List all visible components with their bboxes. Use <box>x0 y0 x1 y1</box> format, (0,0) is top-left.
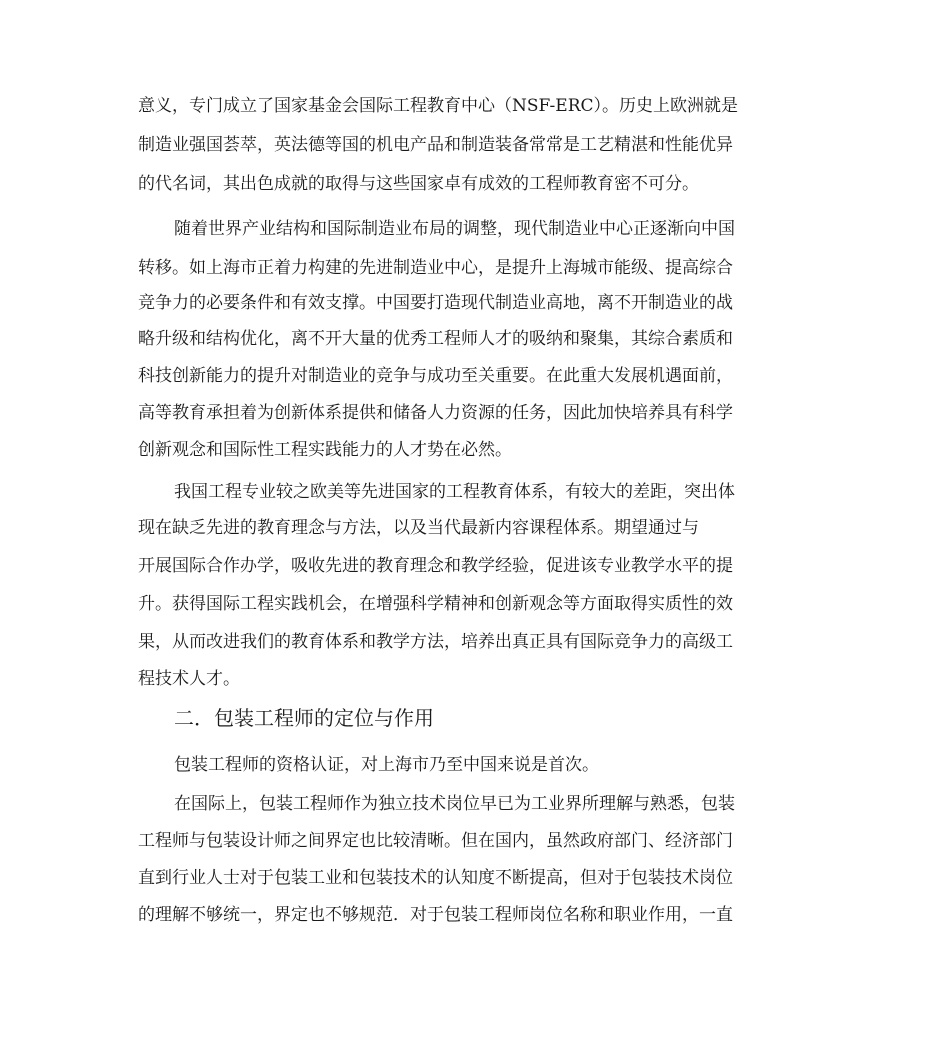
paragraph-5-line-1: 在国际上，包装工程师作为独立技术岗位早已为工业界所理解与熟悉，包装 <box>174 794 735 814</box>
paragraph-2-line-3: 竞争力的必要条件和有效支撑。中国要打造现代制造业高地，离不开制造业的战 <box>138 293 733 313</box>
paragraph-3-line-5: 果，从而改进我们的教育体系和教学方法，培养出真正具有国际竞争力的高级工 <box>138 632 733 652</box>
paragraph-1-line-1: 意义，专门成立了国家基金会国际工程教育中心（NSF-ERC）。历史上欧洲就是 <box>138 96 739 116</box>
paragraph-2-line-7: 创新观念和国际性工程实践能力的人才势在必然。 <box>138 440 512 460</box>
paragraph-2-line-2: 转移。如上海市正着力构建的先进制造业中心，是提升上海城市能级、提高综合 <box>138 258 733 278</box>
paragraph-3-line-2: 现在缺乏先进的教育理念与方法，以及当代最新内容课程体系。期望通过与 <box>138 518 699 538</box>
paragraph-2-line-6: 高等教育承担着为创新体系提供和储备人力资源的任务，因此加快培养具有科学 <box>138 403 733 423</box>
paragraph-3-line-3: 开展国际合作办学，吸收先进的教育理念和教学经验，促进该专业教学水平的提 <box>138 556 733 576</box>
paragraph-2-line-1: 随着世界产业结构和国际制造业布局的调整，现代制造业中心正逐渐向中国 <box>174 219 735 239</box>
section-heading: 二．包装工程师的定位与作用 <box>174 706 434 730</box>
paragraph-2-line-4: 略升级和结构优化，离不开大量的优秀工程师人才的吸纳和聚集，其综合素质和 <box>138 329 733 349</box>
paragraph-4-line-1: 包装工程师的资格认证，对上海市乃至中国来说是首次。 <box>174 755 599 775</box>
paragraph-2-line-5: 科技创新能力的提升对制造业的竞争与成功至关重要。在此重大发展机遇面前， <box>138 366 733 386</box>
paragraph-1-line-3: 的代名词，其出色成就的取得与这些国家卓有成效的工程师教育密不可分。 <box>138 174 699 194</box>
paragraph-5-line-3: 直到行业人士对于包装工业和包装技术的认知度不断提高，但对于包装技术岗位 <box>138 868 733 888</box>
paragraph-5-line-4: 的理解不够统一，界定也不够规范．对于包装工程师岗位名称和职业作用，一直 <box>138 905 733 925</box>
paragraph-3-line-6: 程技术人才。 <box>138 669 240 689</box>
paragraph-3-line-4: 升。获得国际工程实践机会，在增强科学精神和创新观念等方面取得实质性的效 <box>138 594 733 614</box>
paragraph-1-line-2: 制造业强国荟萃，英法德等国的机电产品和制造装备常常是工艺精湛和性能优异 <box>138 135 733 155</box>
paragraph-3-line-1: 我国工程专业较之欧美等先进国家的工程教育体系，有较大的差距，突出体 <box>174 482 735 502</box>
paragraph-5-line-2: 工程师与包装设计师之间界定也比较清晰。但在国内，虽然政府部门、经济部门 <box>138 831 733 851</box>
